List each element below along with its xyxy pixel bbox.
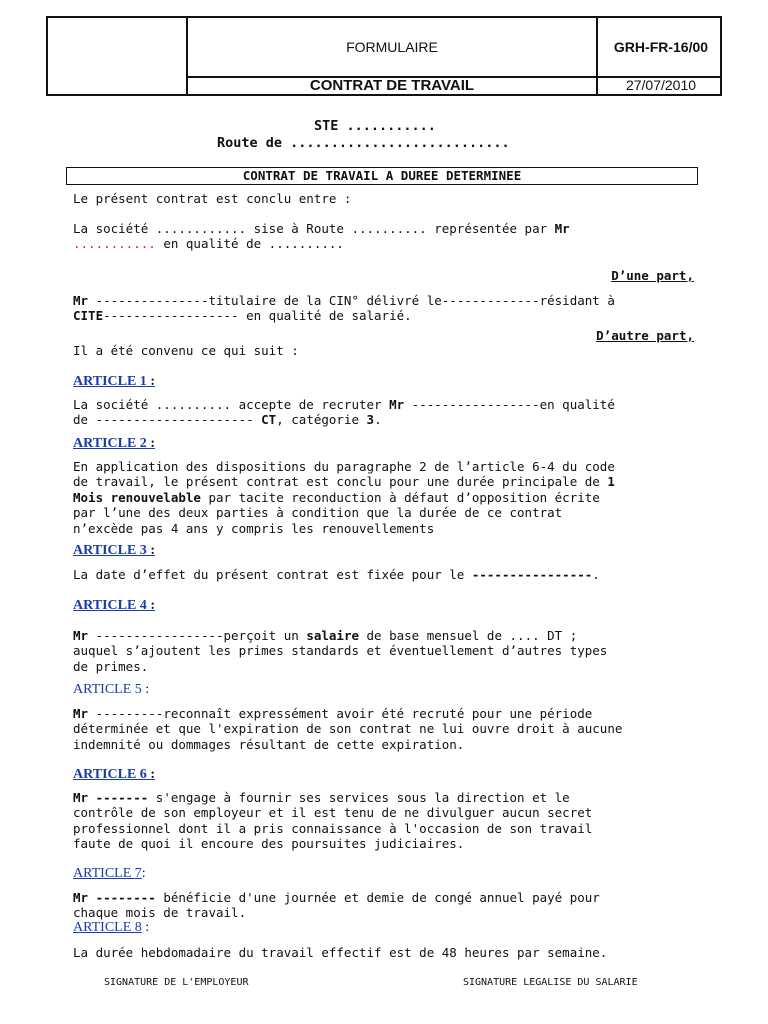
intro-text: Le présent contrat est conclu entre :	[73, 191, 352, 206]
header-date: 27/07/2010	[596, 76, 724, 94]
contract-type-title: CONTRAT DE TRAVAIL A DUREE DETERMINEE	[66, 167, 698, 185]
document-header	[46, 16, 722, 96]
party-two-paragraph: Mr ---------------titulaire de la CIN° délivré le-------------résidant à CITE------------------ en qualité de salarié.	[73, 293, 615, 324]
party-one-closing: D’une part,	[611, 268, 694, 283]
party-two-closing: D’autre part,	[596, 328, 694, 343]
article-7-text: Mr -------- bénéficie d'une journée et demie de congé annuel payé pour chaque mois de travail.	[73, 890, 600, 921]
article-2-text: En application des dispositions du paragraphe 2 de l’article 6-4 du code de travail, le présent contrat est conclu pour une durée principale de 1 Mois renouvelable par tacite reconduction à défaut d’opposition écrite par l’une des deux parties à condition que la durée de ce contrat n’excède pas 4 ans y compris les renouvellements	[73, 459, 615, 536]
company-route: Route de ...........................	[217, 135, 510, 151]
article-6-heading: ARTICLE 6 :	[73, 767, 155, 782]
article-4-heading: ARTICLE 4 :	[73, 598, 155, 613]
company-ste: STE ...........	[314, 118, 436, 134]
header-title: CONTRAT DE TRAVAIL	[309, 76, 475, 94]
article-1-text: La société .......... accepte de recruter Mr -----------------en qualité de --------------------- CT, catégorie 3.	[73, 397, 615, 428]
form-code: GRH-FR-16/00	[596, 18, 724, 76]
logo-cell	[48, 18, 188, 94]
article-5-text: Mr ---------reconnaît expressément avoir été recruté pour une période déterminée et que l'expiration de son contrat ne lui ouvre droit à aucune indemnité ou dommages résultant de cette expiration.	[73, 706, 623, 752]
article-2-heading: ARTICLE 2 :	[73, 436, 155, 451]
article-4-text: Mr -----------------perçoit un salaire de base mensuel de .... DT ; auquel s’ajoutent les primes standards et éventuellement d’autres types de primes.	[73, 628, 608, 674]
article-8-text: La durée hebdomadaire du travail effectif est de 48 heures par semaine.	[73, 945, 608, 960]
article-6-text: Mr ------- s'engage à fournir ses services sous la direction et le contrôle de son employeur et il est tenu de ne divulguer aucun secret professionnel dont il a pris connaissance à l'occasion de son travail faute de quoi il encoure des poursuites judiciaires.	[73, 790, 593, 852]
article-7-heading: ARTICLE 7:	[73, 866, 146, 881]
article-3-heading: ARTICLE 3 :	[73, 543, 155, 558]
employer-signature-label: SIGNATURE DE L'EMPLOYEUR	[104, 977, 249, 988]
form-label: FORMULAIRE	[346, 39, 438, 55]
article-5-heading: ARTICLE 5 :	[73, 682, 150, 697]
article-1-heading: ARTICLE 1 :	[73, 374, 155, 389]
agreement-intro: Il a été convenu ce qui suit :	[73, 343, 299, 358]
party-one-paragraph: La société ............ sise à Route .......... représentée par Mr ........... en qualité de ..........	[73, 221, 570, 252]
article-8-heading: ARTICLE 8 :	[73, 920, 150, 935]
article-3-text: La date d’effet du présent contrat est fixée pour le ----------------.	[73, 567, 600, 582]
employee-signature-label: SIGNATURE LEGALISE DU SALARIE	[463, 977, 638, 988]
